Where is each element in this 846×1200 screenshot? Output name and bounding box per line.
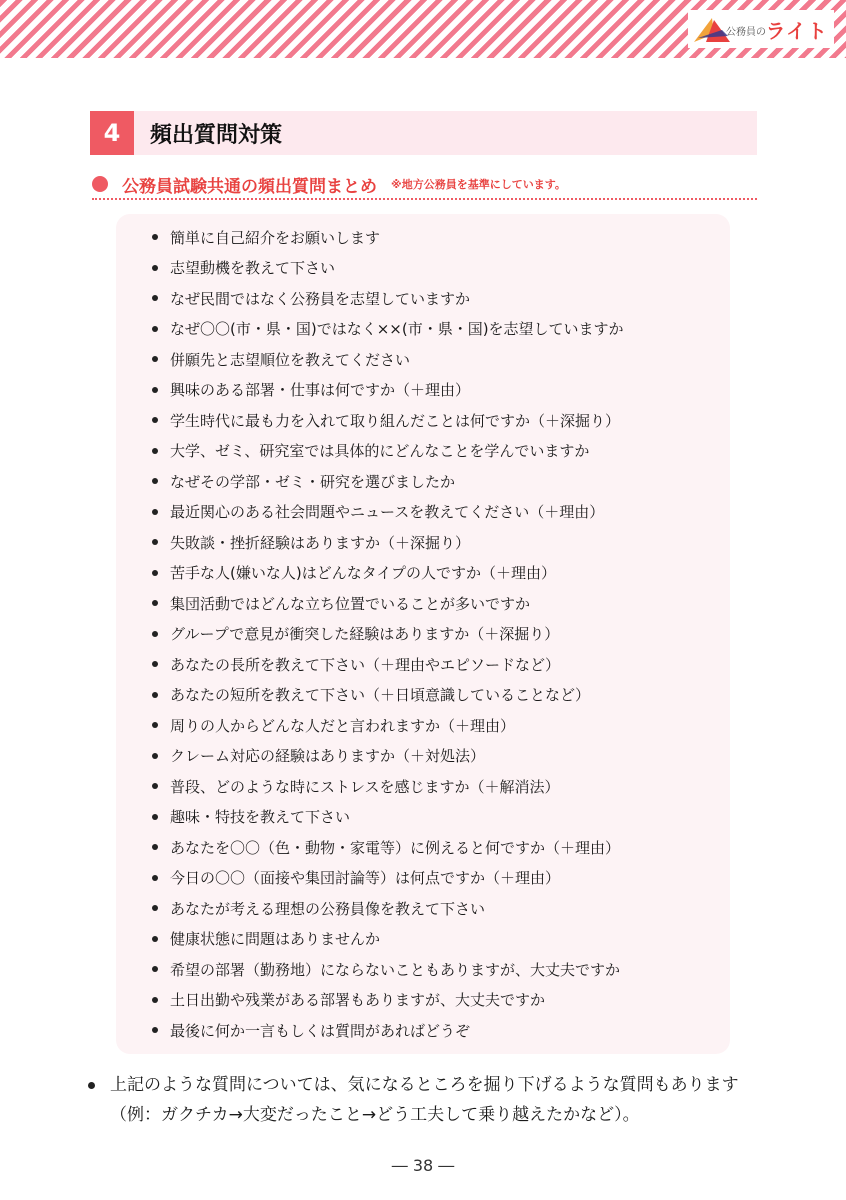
list-item: 健康状態に問題はありませんか (150, 924, 740, 955)
list-item: あなたの短所を教えて下さい（＋日頃意識していることなど） (150, 680, 740, 711)
list-item: 普段、どのような時にストレスを感じますか（＋解消法） (150, 771, 740, 802)
list-item: あなたが考える理想の公務員像を教えて下さい (150, 893, 740, 924)
question-list (150, 222, 740, 1046)
list-item: 最後に何か一言もしくは質問があればどうぞ (150, 1015, 740, 1046)
list-item: なぜ〇〇(市・県・国)ではなく××(市・県・国)を志望していますか (150, 314, 740, 345)
list-item: 学生時代に最も力を入れて取り組んだことは何ですか（＋深掘り） (150, 405, 740, 436)
list-item: 最近関心のある社会問題やニュースを教えてください（＋理由） (150, 497, 740, 528)
list-item: グループで意見が衝突した経験はありますか（＋深掘り） (150, 619, 740, 650)
list-item: 志望動機を教えて下さい (150, 253, 740, 284)
list-item: クレーム対応の経験はありますか（＋対処法） (150, 741, 740, 772)
list-item: 大学、ゼミ、研究室では具体的にどんなことを学んでいますか (150, 436, 740, 467)
list-item: あなたの長所を教えて下さい（＋理由やエピソードなど） (150, 649, 740, 680)
footnote-text: 上記のような質問については、気になるところを掘り下げるような質問もあります（例：ガクチカ→大変だったこと→どう工夫して乗り越えたかなど）。 (110, 1075, 739, 1125)
list-item: 希望の部署（勤務地）にならないこともありますが、大丈夫ですか (150, 954, 740, 985)
bullet-icon (88, 1082, 95, 1089)
list-item: 周りの人からどんな人だと言われますか（＋理由） (150, 710, 740, 741)
brand-logo (688, 10, 834, 48)
list-item: 興味のある部署・仕事は何ですか（＋理由） (150, 375, 740, 406)
logo-small-text: 公務員の (726, 27, 766, 38)
section-heading (90, 111, 757, 155)
footnote-paragraph (88, 1070, 768, 1130)
list-item: あなたを〇〇（色・動物・家電等）に例えると何ですか（＋理由） (150, 832, 740, 863)
list-item: なぜ民間ではなく公務員を志望していますか (150, 283, 740, 314)
list-item: 今日の〇〇（面接や集団討論等）は何点ですか（＋理由） (150, 863, 740, 894)
subsection-note: ※地方公務員を基準にしています。 (391, 178, 566, 191)
list-item: 併願先と志望順位を教えてください (150, 344, 740, 375)
list-item: 趣味・特技を教えて下さい (150, 802, 740, 833)
list-item: 苦手な人(嫌いな人)はどんなタイプの人ですか（＋理由） (150, 558, 740, 589)
circle-bullet-icon (92, 176, 108, 192)
list-item: 集団活動ではどんな立ち位置でいることが多いですか (150, 588, 740, 619)
list-item: なぜその学部・ゼミ・研究を選びましたか (150, 466, 740, 497)
section-title: 頻出質問対策 (150, 122, 283, 148)
subsection-title: 公務員試験共通の頻出質問まとめ (122, 176, 377, 197)
list-item: 簡単に自己紹介をお願いします (150, 222, 740, 253)
page-number: ― 38 ― (391, 1156, 455, 1175)
list-item: 土日出勤や残業がある部署もありますが、大丈夫ですか (150, 985, 740, 1016)
section-number-badge: 4 (90, 111, 134, 155)
subsection-heading (92, 170, 757, 200)
logo-main-text: ライト (765, 18, 828, 43)
list-item: 失敗談・挫折経験はありますか（＋深掘り） (150, 527, 740, 558)
